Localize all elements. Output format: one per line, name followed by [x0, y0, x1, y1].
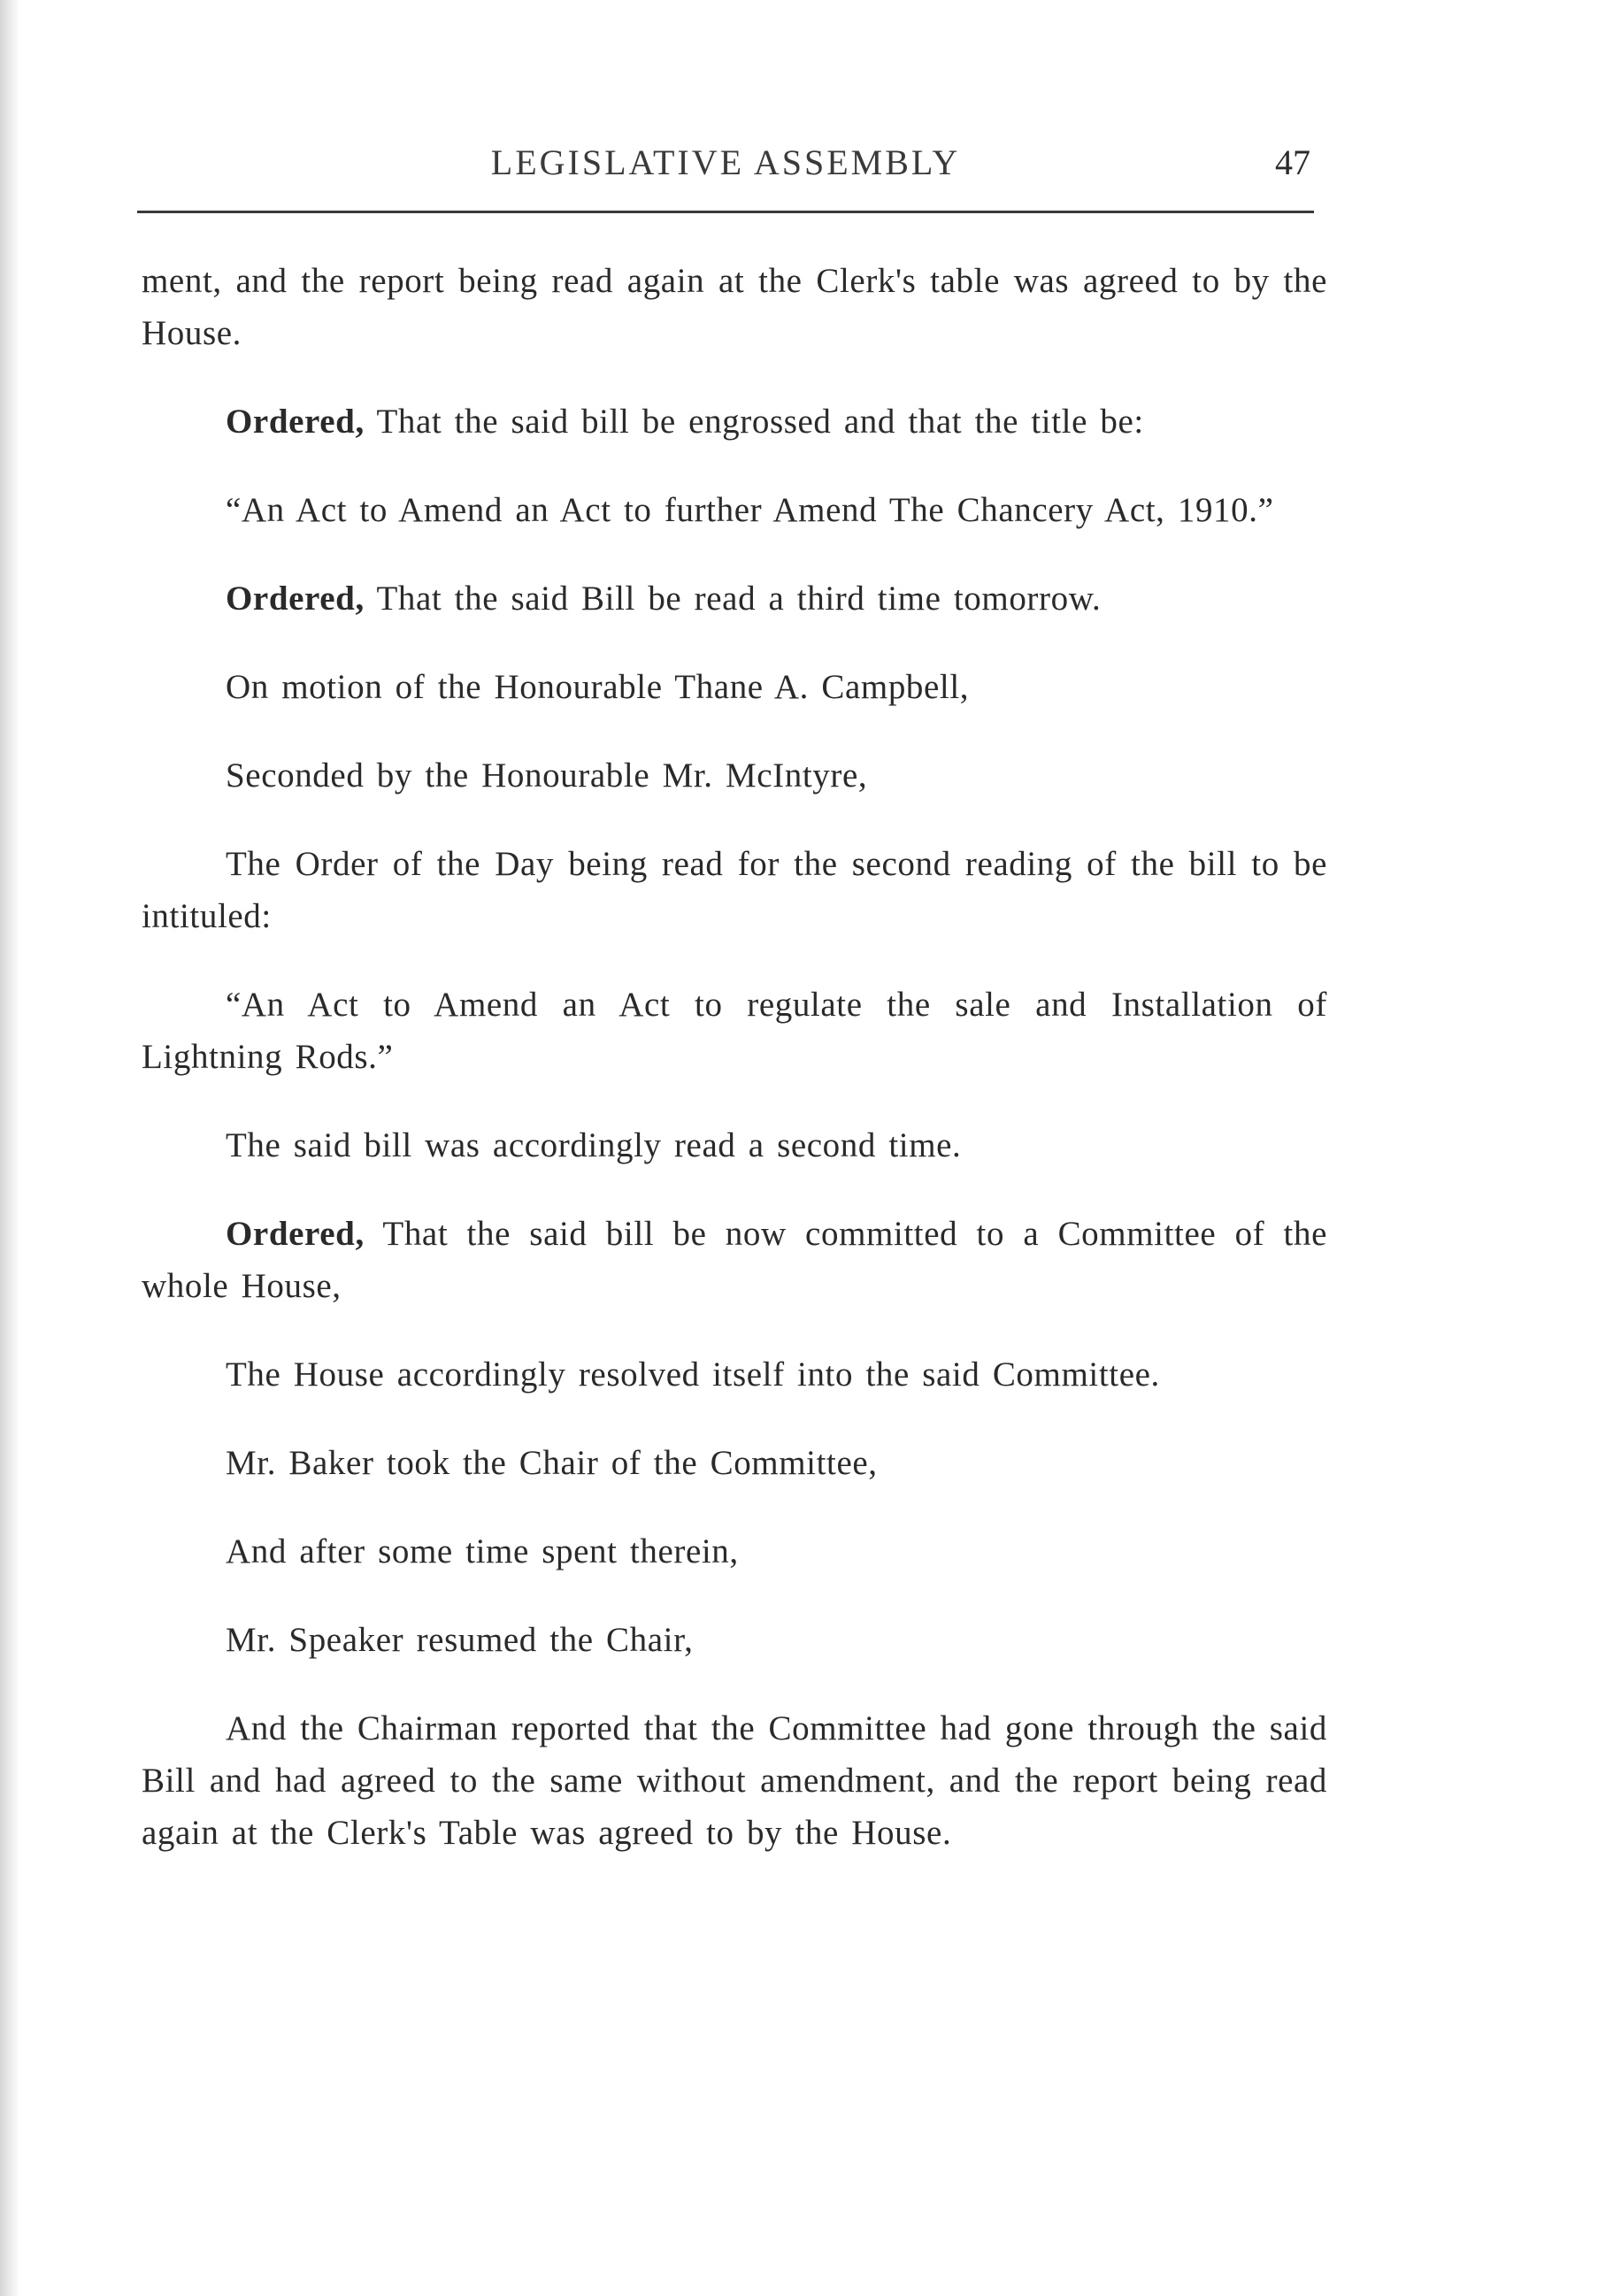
header-rule — [137, 211, 1314, 213]
ordered-label: Ordered, — [226, 403, 365, 441]
paragraph-text: Mr. Baker took the Chair of the Committee, — [226, 1444, 878, 1482]
paragraph-text: The House accordingly resolved itself into the said Committee. — [226, 1355, 1160, 1394]
paragraph-text: “An Act to Amend an Act to further Amend The Chancery Act, 1910.” — [226, 491, 1274, 529]
paragraph-3 — [142, 484, 1327, 536]
paragraph-7 — [142, 838, 1327, 942]
paragraph-2 — [142, 395, 1327, 448]
paragraph-9 — [142, 1119, 1327, 1171]
paragraph-text: And after some time spent therein, — [226, 1532, 739, 1570]
paragraph-text: “An Act to Amend an Act to regulate the sale and Installation of Lightning Rods.” — [142, 986, 1327, 1076]
paragraph-text: Mr. Speaker resumed the Chair, — [226, 1621, 694, 1659]
ordered-label: Ordered, — [226, 580, 365, 618]
running-header — [137, 142, 1314, 195]
header-title: LEGISLATIVE ASSEMBLY — [490, 142, 961, 182]
paragraph-14 — [142, 1614, 1327, 1666]
paragraph-15 — [142, 1702, 1327, 1859]
page-edge-shadow — [0, 0, 19, 2296]
paragraph-13 — [142, 1525, 1327, 1578]
paragraph-text: On motion of the Honourable Thane A. Campbell, — [226, 668, 970, 706]
page-number: 47 — [1275, 142, 1310, 182]
paragraph-text: The Order of the Day being read for the second reading of the bill to be intituled: — [142, 845, 1327, 935]
paragraph-text: Seconded by the Honourable Mr. McIntyre, — [226, 756, 868, 795]
paragraph-text: The said bill was accordingly read a second time. — [226, 1126, 962, 1164]
paragraph-10 — [142, 1208, 1327, 1312]
paragraph-4 — [142, 572, 1327, 625]
paragraph-11 — [142, 1348, 1327, 1401]
paragraph-6 — [142, 749, 1327, 802]
ordered-label: Ordered, — [226, 1215, 365, 1253]
paragraph-text: ment, and the report being read again at the Clerk's table was agreed to by the House. — [142, 262, 1327, 352]
paragraph-1 — [142, 255, 1327, 359]
paragraph-text: That the said Bill be read a third time tomorrow. — [364, 580, 1102, 618]
document-body — [142, 255, 1327, 1895]
paragraph-text: That the said bill be engrossed and that the title be: — [364, 403, 1144, 441]
paragraph-5 — [142, 661, 1327, 713]
paragraph-text: And the Chairman reported that the Committee had gone through the said Bill and had agreed to the same without amendment, and the report being read again at the Clerk's Table was agreed to by the House. — [142, 1709, 1327, 1852]
paragraph-text: That the said bill be now committed to a Committee of the whole House, — [142, 1215, 1327, 1305]
paragraph-8 — [142, 979, 1327, 1083]
paragraph-12 — [142, 1437, 1327, 1489]
